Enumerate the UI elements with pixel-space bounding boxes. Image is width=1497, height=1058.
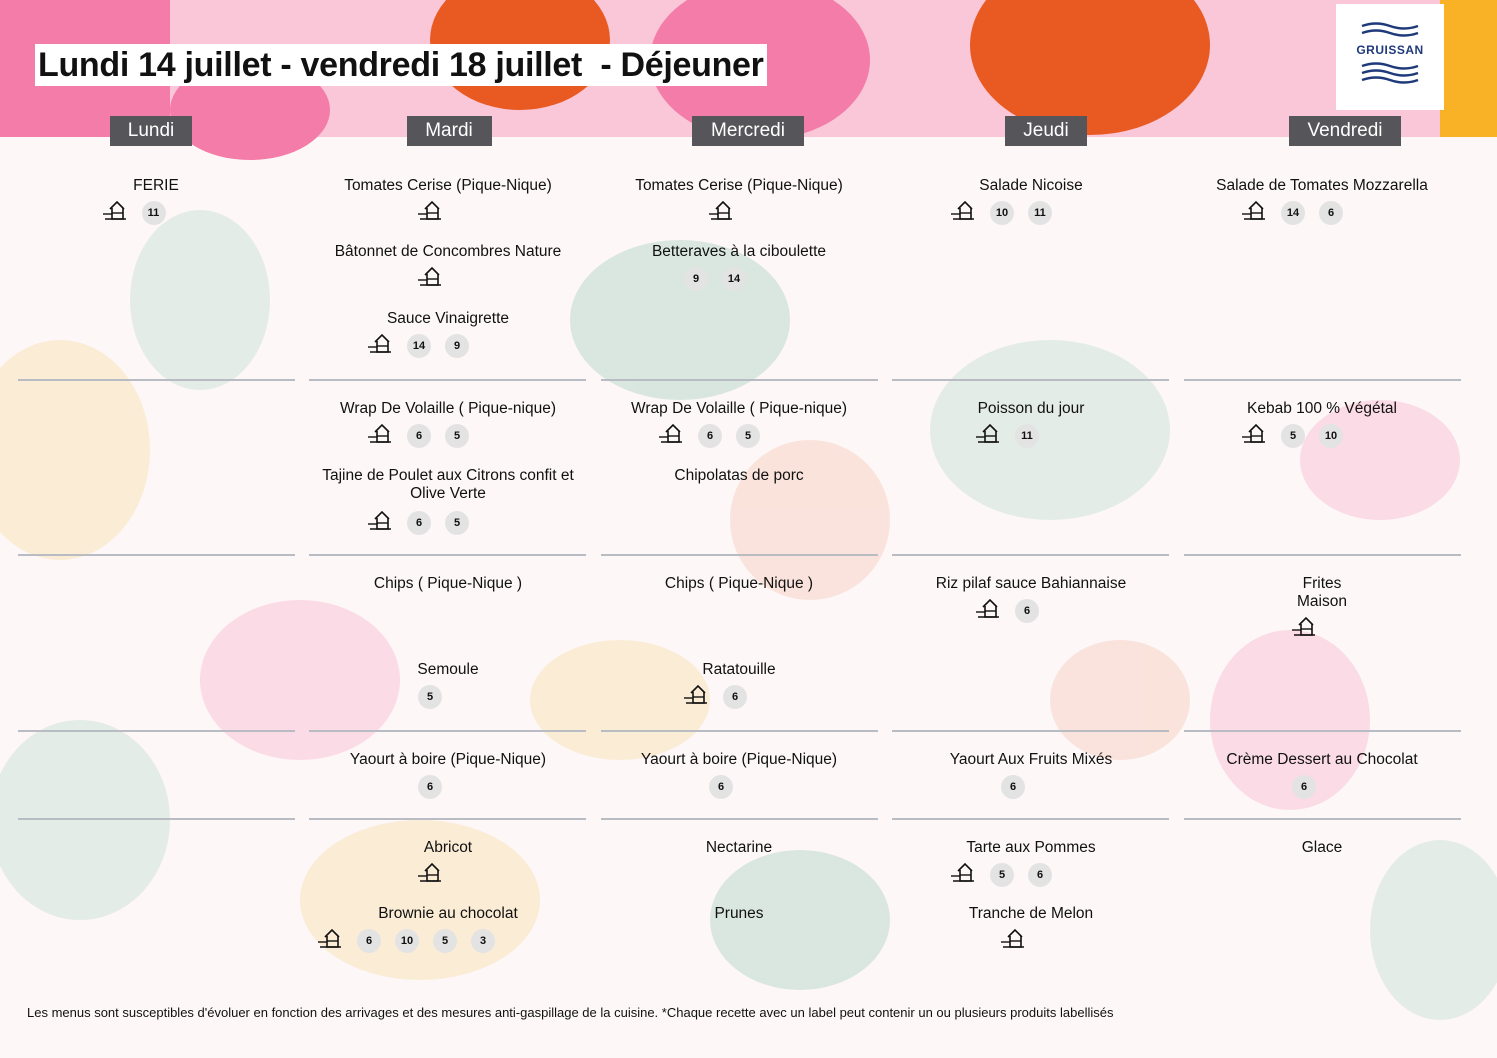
course-divider bbox=[18, 379, 295, 381]
waves-icon bbox=[1336, 4, 1444, 110]
menu-item bbox=[891, 751, 1171, 799]
menu-item bbox=[599, 243, 879, 291]
gruissan-logo bbox=[1336, 4, 1444, 110]
dish-name: Salade Nicoise bbox=[979, 177, 1083, 194]
dish-tags bbox=[272, 685, 588, 709]
dish-tags bbox=[563, 775, 879, 799]
dish-name: Bâtonnet de Concombres Nature bbox=[334, 243, 562, 260]
menu-item bbox=[1182, 751, 1462, 799]
allergen-badge: 10 bbox=[395, 929, 419, 953]
course-divider bbox=[601, 379, 878, 381]
allergen-badge: 6 bbox=[407, 511, 431, 535]
allergen-badge: 5 bbox=[1281, 424, 1305, 448]
menu-item bbox=[308, 575, 588, 593]
allergen-badge: 14 bbox=[722, 267, 746, 291]
dish-name: Abricot bbox=[423, 839, 473, 856]
homemade-icon bbox=[975, 597, 1001, 626]
allergen-badge: 6 bbox=[723, 685, 747, 709]
homemade-icon bbox=[367, 332, 393, 361]
course-divider bbox=[18, 554, 295, 556]
dish-tags bbox=[248, 511, 588, 535]
dish-name: Tranche de Melon bbox=[968, 905, 1094, 922]
dish-name: Brownie au chocolat bbox=[378, 905, 518, 922]
day-header-mardi: Mardi bbox=[407, 116, 492, 146]
homemade-icon bbox=[417, 861, 443, 890]
course-divider bbox=[309, 379, 586, 381]
dish-tags bbox=[1146, 775, 1462, 799]
dish-name: Chips ( Pique-Nique ) bbox=[664, 575, 814, 592]
allergen-badge: 6 bbox=[1015, 599, 1039, 623]
dish-name: Wrap De Volaille ( Pique-nique) bbox=[631, 400, 847, 417]
dish-name: Kebab 100 % Végétal bbox=[1247, 400, 1397, 417]
dish-tags bbox=[1122, 201, 1462, 225]
allergen-badge: 5 bbox=[445, 511, 469, 535]
dish-tags bbox=[248, 424, 588, 448]
menu-item bbox=[16, 177, 296, 225]
course-divider bbox=[601, 730, 878, 732]
course-divider bbox=[892, 730, 1169, 732]
menu-item bbox=[308, 839, 588, 887]
menu-item bbox=[308, 661, 588, 709]
footnote: Les menus sont susceptibles d'évoluer en fonction des arrivages et des mesures anti-gaspillage de la cuisine. *Chaque recette avec un label peut contenir un ou plusieurs produits labellisés bbox=[27, 1005, 1114, 1020]
day-header-vendredi: Vendredi bbox=[1289, 116, 1401, 146]
dish-tags bbox=[551, 267, 879, 291]
dish-tags bbox=[272, 775, 588, 799]
dish-name: Chips ( Pique-Nique ) bbox=[373, 575, 523, 592]
dish-tags bbox=[855, 929, 1171, 953]
menu-item bbox=[599, 661, 879, 709]
menu-item bbox=[599, 751, 879, 799]
dish-tags bbox=[831, 201, 1171, 225]
menu-item bbox=[308, 243, 588, 291]
allergen-badge: 5 bbox=[990, 863, 1014, 887]
menu-item bbox=[1182, 839, 1462, 857]
day-header-mercredi: Mercredi bbox=[692, 116, 804, 146]
allergen-badge: 9 bbox=[445, 334, 469, 358]
course-divider bbox=[1184, 554, 1461, 556]
dish-tags bbox=[855, 775, 1171, 799]
homemade-icon bbox=[1241, 422, 1267, 451]
menu-item bbox=[1182, 400, 1462, 448]
dish-name: Tarte aux Pommes bbox=[966, 839, 1096, 856]
dish-name: Tajine de Poulet aux Citrons confit et Olive Verte bbox=[322, 467, 574, 502]
allergen-badge: 11 bbox=[1015, 424, 1039, 448]
allergen-badge: 6 bbox=[1001, 775, 1025, 799]
dish-tags bbox=[1122, 424, 1462, 448]
course-divider bbox=[309, 818, 586, 820]
homemade-icon bbox=[658, 422, 684, 451]
homemade-icon bbox=[102, 199, 128, 228]
dish-name: Tomates Cerise (Pique-Nique) bbox=[635, 177, 843, 194]
allergen-badge: 6 bbox=[418, 775, 442, 799]
course-divider bbox=[892, 379, 1169, 381]
allergen-badge: 5 bbox=[418, 685, 442, 709]
dish-name: Frites Maison bbox=[1297, 575, 1347, 610]
dish-tags bbox=[1146, 617, 1462, 641]
allergen-badge: 14 bbox=[1281, 201, 1305, 225]
dish-name: FERIE bbox=[133, 177, 179, 194]
menu-item bbox=[599, 467, 879, 485]
homemade-icon bbox=[1291, 615, 1317, 644]
menu-item bbox=[599, 575, 879, 593]
dish-name: Prunes bbox=[714, 905, 764, 922]
course-divider bbox=[309, 554, 586, 556]
allergen-badge: 9 bbox=[684, 267, 708, 291]
dish-tags bbox=[248, 334, 588, 358]
menu-item bbox=[891, 839, 1171, 887]
allergen-badge: 11 bbox=[1028, 201, 1052, 225]
dish-tags bbox=[551, 685, 879, 709]
allergen-badge: 11 bbox=[142, 201, 166, 225]
allergen-badge: 3 bbox=[471, 929, 495, 953]
course-divider bbox=[892, 818, 1169, 820]
dish-tags bbox=[843, 599, 1171, 623]
course-divider bbox=[1184, 379, 1461, 381]
dish-name: Crème Dessert au Chocolat bbox=[1226, 751, 1418, 768]
menu-item bbox=[599, 905, 879, 923]
dish-name: Semoule bbox=[417, 661, 479, 678]
dish-name: Yaourt Aux Fruits Mixés bbox=[949, 751, 1113, 768]
homemade-icon bbox=[367, 422, 393, 451]
dish-tags bbox=[272, 201, 588, 225]
dish-name: Riz pilaf sauce Bahiannaise bbox=[935, 575, 1127, 592]
course-divider bbox=[309, 730, 586, 732]
allergen-badge: 6 bbox=[407, 424, 431, 448]
menu-item bbox=[891, 905, 1171, 953]
menu-item bbox=[1182, 575, 1462, 641]
homemade-icon bbox=[1241, 199, 1267, 228]
menu-item bbox=[599, 400, 879, 448]
allergen-badge: 5 bbox=[433, 929, 457, 953]
menu-item bbox=[308, 905, 588, 953]
course-divider bbox=[1184, 818, 1461, 820]
dish-tags bbox=[272, 863, 588, 887]
allergen-badge: 6 bbox=[1292, 775, 1316, 799]
homemade-icon bbox=[683, 683, 709, 712]
menu-item bbox=[1182, 177, 1462, 225]
course-divider bbox=[18, 818, 295, 820]
day-header-lundi: Lundi bbox=[110, 116, 192, 146]
course-divider bbox=[601, 554, 878, 556]
dish-name: Yaourt à boire (Pique-Nique) bbox=[349, 751, 547, 768]
dish-tags bbox=[224, 929, 588, 953]
homemade-icon bbox=[417, 199, 443, 228]
dish-name: Tomates Cerise (Pique-Nique) bbox=[344, 177, 552, 194]
homemade-icon bbox=[950, 861, 976, 890]
allergen-badge: 5 bbox=[445, 424, 469, 448]
homemade-icon bbox=[367, 509, 393, 538]
dish-name: Poisson du jour bbox=[977, 400, 1085, 417]
allergen-badge: 6 bbox=[698, 424, 722, 448]
dish-name: Betteraves à la ciboulette bbox=[651, 243, 827, 260]
dish-name: Chipolatas de porc bbox=[674, 467, 804, 484]
menu-item bbox=[308, 177, 588, 225]
menu-item bbox=[891, 575, 1171, 623]
dish-name: Nectarine bbox=[705, 839, 773, 856]
dish-tags bbox=[539, 424, 879, 448]
course-divider bbox=[601, 818, 878, 820]
day-header-jeudi: Jeudi bbox=[1005, 116, 1087, 146]
dish-tags bbox=[0, 201, 296, 225]
dish-name: Salade de Tomates Mozzarella bbox=[1216, 177, 1428, 194]
menu-item bbox=[308, 751, 588, 799]
allergen-badge: 5 bbox=[736, 424, 760, 448]
allergen-badge: 6 bbox=[357, 929, 381, 953]
course-divider bbox=[18, 730, 295, 732]
homemade-icon bbox=[317, 927, 343, 956]
course-divider bbox=[892, 554, 1169, 556]
course-divider bbox=[1184, 730, 1461, 732]
homemade-icon bbox=[708, 199, 734, 228]
allergen-badge: 6 bbox=[709, 775, 733, 799]
dish-name: Ratatouille bbox=[702, 661, 776, 678]
homemade-icon bbox=[950, 199, 976, 228]
menu-item bbox=[308, 467, 588, 535]
allergen-badge: 10 bbox=[1319, 424, 1343, 448]
dish-name: Yaourt à boire (Pique-Nique) bbox=[640, 751, 838, 768]
dish-tags bbox=[831, 863, 1171, 887]
allergen-badge: 10 bbox=[990, 201, 1014, 225]
dish-name: Sauce Vinaigrette bbox=[386, 310, 510, 327]
homemade-icon bbox=[1000, 927, 1026, 956]
menu-item bbox=[599, 839, 879, 857]
homemade-icon bbox=[417, 265, 443, 294]
menu-item bbox=[308, 310, 588, 358]
allergen-badge: 6 bbox=[1319, 201, 1343, 225]
dish-name: Glace bbox=[1301, 839, 1343, 856]
homemade-icon bbox=[975, 422, 1001, 451]
allergen-badge: 14 bbox=[407, 334, 431, 358]
page-title: Lundi 14 juillet - vendredi 18 juillet - Déjeuner bbox=[35, 44, 767, 86]
dish-name: Wrap De Volaille ( Pique-nique) bbox=[340, 400, 556, 417]
allergen-badge: 6 bbox=[1028, 863, 1052, 887]
logo-text: GRUISSAN bbox=[1356, 43, 1424, 57]
dish-tags bbox=[272, 267, 588, 291]
